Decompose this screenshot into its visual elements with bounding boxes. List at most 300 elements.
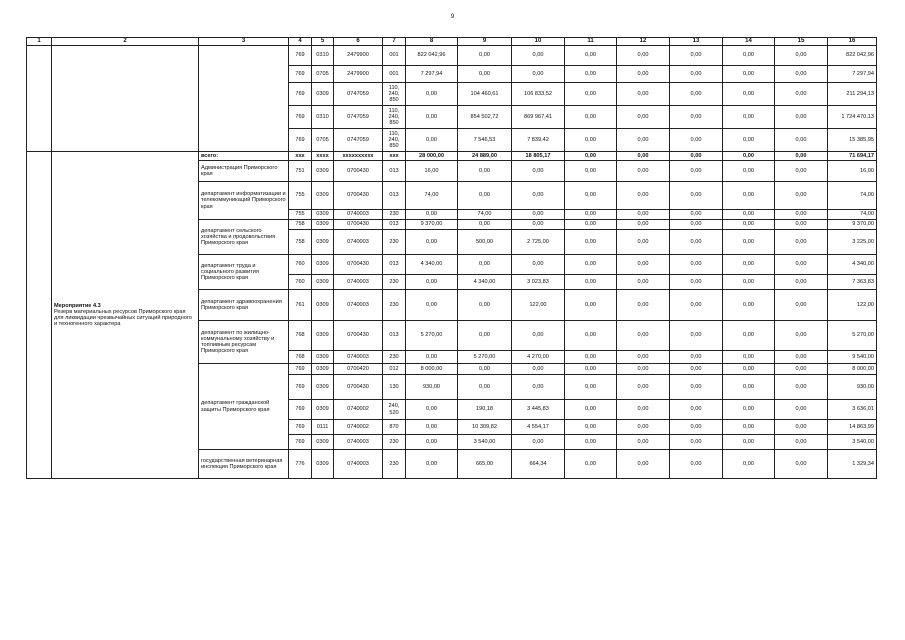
amount-cell: 0,00 [670, 182, 723, 210]
code-cell: 0700430 [334, 161, 383, 182]
amount-cell: 822 042,96 [406, 46, 458, 66]
amount-cell: 0,00 [670, 435, 723, 450]
amount-cell: 0,00 [775, 321, 828, 351]
amount-cell: 0,00 [723, 321, 775, 351]
amount-cell: 0,00 [617, 450, 670, 479]
amount-cell: 9 370,00 [406, 220, 458, 230]
amount-cell: 3 636,01 [828, 400, 877, 420]
amount-cell: 9 370,00 [828, 220, 877, 230]
column-header: 8 [406, 38, 458, 46]
amount-cell: 0,00 [723, 46, 775, 66]
amount-cell: 0,00 [512, 66, 565, 83]
code-cell: 0309 [312, 275, 334, 290]
amount-cell: 3 445,83 [512, 400, 565, 420]
agency-label: государственная ветеринарная инспекция Приморского края [199, 450, 289, 479]
code-cell: 769 [289, 106, 312, 129]
amount-cell: 7 363,83 [828, 275, 877, 290]
amount-cell: 28 000,00 [406, 152, 458, 161]
amount-cell: 16,00 [406, 161, 458, 182]
amount-cell: 122,00 [828, 290, 877, 321]
amount-cell: 0,00 [723, 435, 775, 450]
amount-cell: 0,00 [565, 66, 617, 83]
amount-cell: 211 294,13 [828, 83, 877, 106]
code-cell: 0705 [312, 66, 334, 83]
amount-cell: 0,00 [565, 129, 617, 152]
code-cell: 0747059 [334, 129, 383, 152]
amount-cell: 0,00 [670, 275, 723, 290]
code-cell: 0309 [312, 321, 334, 351]
amount-cell: 0,00 [723, 275, 775, 290]
amount-cell: 0,00 [775, 435, 828, 450]
code-cell: 0700430 [334, 375, 383, 400]
amount-cell: 0,00 [565, 182, 617, 210]
column-header: 7 [383, 38, 406, 46]
amount-cell: 0,00 [458, 182, 512, 210]
agency-label: департамент по жилищно-коммунальному хозяйству и топливным ресурсам Приморского края [199, 321, 289, 364]
amount-cell: 2 725,00 [512, 230, 565, 255]
amount-cell: 5 270,00 [828, 321, 877, 351]
code-cell: 776 [289, 450, 312, 479]
column-header: 6 [334, 38, 383, 46]
code-cell: 110, 240, 850 [383, 129, 406, 152]
code-cell: 0309 [312, 351, 334, 364]
amount-cell: 0,00 [670, 220, 723, 230]
amount-cell: 0,00 [775, 255, 828, 275]
code-cell: 0309 [312, 220, 334, 230]
amount-cell: 0,00 [565, 364, 617, 375]
amount-cell: 7 297,94 [828, 66, 877, 83]
amount-cell: 0,00 [775, 375, 828, 400]
code-cell: xxx [289, 152, 312, 161]
amount-cell: 0,00 [670, 420, 723, 435]
amount-cell: 0,00 [670, 450, 723, 479]
code-cell: 0309 [312, 364, 334, 375]
amount-cell: 0,00 [565, 321, 617, 351]
code-cell: 0309 [312, 83, 334, 106]
amount-cell: 0,00 [458, 321, 512, 351]
section-title-cell [52, 152, 199, 479]
code-cell: 110, 240, 850 [383, 83, 406, 106]
section-total-row [27, 152, 877, 161]
amount-cell: 0,00 [670, 83, 723, 106]
code-cell: 0700430 [334, 321, 383, 351]
amount-cell: 0,00 [775, 364, 828, 375]
code-cell: 755 [289, 182, 312, 210]
amount-cell: 0,00 [723, 152, 775, 161]
amount-cell: 0,00 [775, 210, 828, 220]
amount-cell: 0,00 [775, 450, 828, 479]
amount-cell: 664,34 [512, 450, 565, 479]
code-cell: 760 [289, 255, 312, 275]
code-cell: 0309 [312, 435, 334, 450]
amount-cell: 0,00 [565, 220, 617, 230]
code-cell: xxxx [312, 152, 334, 161]
amount-cell: 0,00 [565, 46, 617, 66]
section-title: Мероприятие 4.3 [54, 302, 101, 309]
amount-cell: 14 863,99 [828, 420, 877, 435]
amount-cell: 0,00 [565, 106, 617, 129]
code-cell: 0309 [312, 375, 334, 400]
amount-cell: 0,00 [458, 375, 512, 400]
amount-cell: 0,00 [617, 152, 670, 161]
amount-cell: 0,00 [723, 400, 775, 420]
amount-cell: 0,00 [565, 400, 617, 420]
code-cell: 0700420 [334, 364, 383, 375]
code-cell: 230 [383, 450, 406, 479]
agency-label: департамент гражданской защиты Приморского края [199, 364, 289, 450]
code-cell: 870 [383, 420, 406, 435]
amount-cell: 71 694,17 [828, 152, 877, 161]
amount-cell: 4 340,00 [406, 255, 458, 275]
amount-cell: 0,00 [565, 230, 617, 255]
amount-cell: 0,00 [512, 210, 565, 220]
amount-cell: 0,00 [617, 210, 670, 220]
amount-cell: 0,00 [565, 210, 617, 220]
amount-cell: 0,00 [617, 255, 670, 275]
section-description: Резерв материальных ресурсов Приморского края для ликвидации чрезвычайных ситуаций природного и техногенного характера [54, 308, 192, 328]
amount-cell: 0,00 [617, 182, 670, 210]
code-cell: 760 [289, 275, 312, 290]
code-cell: 751 [289, 161, 312, 182]
amount-cell: 122,00 [512, 290, 565, 321]
amount-cell: 0,00 [723, 230, 775, 255]
amount-cell: 0,00 [723, 161, 775, 182]
amount-cell: 0,00 [406, 351, 458, 364]
amount-cell: 0,00 [512, 46, 565, 66]
amount-cell: 7 839,42 [512, 129, 565, 152]
code-cell: 2479900 [334, 46, 383, 66]
code-cell: 0705 [312, 129, 334, 152]
amount-cell: 0,00 [565, 275, 617, 290]
amount-cell: 0,00 [512, 182, 565, 210]
amount-cell: 0,00 [406, 230, 458, 255]
section-title-cell [52, 46, 199, 152]
amount-cell: 0,00 [723, 66, 775, 83]
column-header: 12 [617, 38, 670, 46]
code-cell: 769 [289, 375, 312, 400]
amount-cell: 0,00 [723, 255, 775, 275]
code-cell: 001 [383, 46, 406, 66]
amount-cell: 4 554,17 [512, 420, 565, 435]
section-number [27, 152, 52, 479]
amount-cell: 0,00 [775, 420, 828, 435]
amount-cell: 0,00 [512, 435, 565, 450]
amount-cell: 0,00 [617, 129, 670, 152]
agency-label: департамент сельского хозяйства и продовольствия Приморского края [199, 220, 289, 255]
code-cell: 0740003 [334, 210, 383, 220]
amount-cell: 74,00 [828, 210, 877, 220]
amount-cell: 0,00 [775, 161, 828, 182]
code-cell: 0740003 [334, 230, 383, 255]
amount-cell: 500,00 [458, 230, 512, 255]
code-cell: 0700430 [334, 220, 383, 230]
amount-cell: 1 329,34 [828, 450, 877, 479]
code-cell: 013 [383, 255, 406, 275]
amount-cell: 15 385,95 [828, 129, 877, 152]
amount-cell: 0,00 [775, 46, 828, 66]
amount-cell: 10 309,82 [458, 420, 512, 435]
amount-cell: 0,00 [617, 230, 670, 255]
code-cell: 0310 [312, 106, 334, 129]
amount-cell: 0,00 [775, 83, 828, 106]
code-cell: 0700430 [334, 182, 383, 210]
code-cell: 0740003 [334, 351, 383, 364]
amount-cell: 0,00 [458, 220, 512, 230]
amount-cell: 0,00 [670, 230, 723, 255]
amount-cell: 0,00 [617, 400, 670, 420]
amount-cell: 0,00 [406, 129, 458, 152]
amount-cell: 0,00 [775, 106, 828, 129]
code-cell: 0310 [312, 46, 334, 66]
code-cell: 0700430 [334, 255, 383, 275]
amount-cell: 854 502,72 [458, 106, 512, 129]
amount-cell: 0,00 [617, 351, 670, 364]
code-cell: 0309 [312, 210, 334, 220]
code-cell: 0309 [312, 230, 334, 255]
amount-cell: 74,00 [406, 182, 458, 210]
amount-cell: 0,00 [565, 375, 617, 400]
amount-cell: 0,00 [565, 255, 617, 275]
amount-cell: 3 540,00 [458, 435, 512, 450]
code-cell: 110, 240, 850 [383, 106, 406, 129]
amount-cell: 24 889,00 [458, 152, 512, 161]
amount-cell: 0,00 [670, 351, 723, 364]
code-cell: 758 [289, 220, 312, 230]
amount-cell: 0,00 [723, 106, 775, 129]
amount-cell: 106 833,52 [512, 83, 565, 106]
amount-cell: 0,00 [670, 66, 723, 83]
amount-cell: 0,00 [723, 83, 775, 106]
column-header: 13 [670, 38, 723, 46]
amount-cell: 74,00 [458, 210, 512, 220]
code-cell: 240, 520 [383, 400, 406, 420]
code-cell: 768 [289, 351, 312, 364]
code-cell: 230 [383, 210, 406, 220]
amount-cell: 0,00 [670, 210, 723, 220]
code-cell: 230 [383, 435, 406, 450]
amount-cell: 0,00 [565, 152, 617, 161]
amount-cell: 0,00 [670, 290, 723, 321]
amount-cell: 0,00 [670, 321, 723, 351]
column-header: 5 [312, 38, 334, 46]
amount-cell: 0,00 [617, 106, 670, 129]
code-cell: 769 [289, 83, 312, 106]
amount-cell: 0,00 [406, 83, 458, 106]
amount-cell: 0,00 [406, 275, 458, 290]
amount-cell: 0,00 [775, 275, 828, 290]
amount-cell: 4 340,00 [828, 255, 877, 275]
code-cell: 0309 [312, 182, 334, 210]
code-cell: 769 [289, 435, 312, 450]
code-cell: 768 [289, 321, 312, 351]
amount-cell: 930,00 [406, 375, 458, 400]
amount-cell: 0,00 [617, 435, 670, 450]
amount-cell: 0,00 [565, 420, 617, 435]
budget-table [26, 37, 877, 479]
code-cell: 0747059 [334, 83, 383, 106]
code-cell: 769 [289, 364, 312, 375]
amount-cell: 0,00 [458, 66, 512, 83]
amount-cell: 0,00 [458, 161, 512, 182]
code-cell: 230 [383, 351, 406, 364]
amount-cell: 16,00 [828, 161, 877, 182]
amount-cell: 930,00 [828, 375, 877, 400]
amount-cell: 0,00 [617, 275, 670, 290]
amount-cell: 0,00 [458, 290, 512, 321]
amount-cell: 822 042,96 [828, 46, 877, 66]
amount-cell: 0,00 [775, 66, 828, 83]
amount-cell: 0,00 [617, 420, 670, 435]
amount-cell: 0,00 [406, 420, 458, 435]
amount-cell: 0,00 [670, 152, 723, 161]
amount-cell: 0,00 [617, 83, 670, 106]
amount-cell: 0,00 [723, 375, 775, 400]
amount-cell: 0,00 [670, 375, 723, 400]
amount-cell: 0,00 [617, 220, 670, 230]
amount-cell: 0,00 [617, 375, 670, 400]
amount-cell: 0,00 [723, 420, 775, 435]
code-cell: 0740003 [334, 435, 383, 450]
total-label: всего: [199, 152, 289, 161]
amount-cell: 8 000,00 [406, 364, 458, 375]
amount-cell: 8 000,00 [828, 364, 877, 375]
amount-cell: 0,00 [670, 161, 723, 182]
amount-cell: 0,00 [775, 400, 828, 420]
column-header: 10 [512, 38, 565, 46]
code-cell: xxxxxxxxxx [334, 152, 383, 161]
code-cell: 0309 [312, 400, 334, 420]
amount-cell: 1 724 470,13 [828, 106, 877, 129]
code-cell: 230 [383, 275, 406, 290]
agency-label: департамент информатизации и телекоммуникаций Приморского края [199, 182, 289, 220]
amount-cell: 3 023,83 [512, 275, 565, 290]
amount-cell: 0,00 [617, 290, 670, 321]
page-number: 9 [450, 14, 455, 20]
amount-cell: 0,00 [670, 106, 723, 129]
amount-cell: 104 460,61 [458, 83, 512, 106]
amount-cell: 0,00 [565, 290, 617, 321]
code-cell: 012 [383, 364, 406, 375]
code-cell: 0309 [312, 450, 334, 479]
code-cell: 0309 [312, 161, 334, 182]
code-cell: 0740003 [334, 275, 383, 290]
amount-cell: 0,00 [723, 364, 775, 375]
amount-cell: 0,00 [775, 129, 828, 152]
column-header: 11 [565, 38, 617, 46]
amount-cell: 869 967,41 [512, 106, 565, 129]
code-cell: 013 [383, 321, 406, 351]
section-number-cell [27, 46, 52, 152]
amount-cell: 0,00 [670, 255, 723, 275]
amount-cell: 0,00 [775, 220, 828, 230]
amount-cell: 0,00 [565, 351, 617, 364]
code-cell: 0747059 [334, 106, 383, 129]
code-cell: 769 [289, 66, 312, 83]
amount-cell: 0,00 [723, 450, 775, 479]
amount-cell: 0,00 [406, 290, 458, 321]
amount-cell: 9 540,00 [828, 351, 877, 364]
code-cell: 769 [289, 46, 312, 66]
code-cell: 230 [383, 230, 406, 255]
amount-cell: 0,00 [723, 351, 775, 364]
code-cell: 761 [289, 290, 312, 321]
agency-label: департамент труда и социального развития Приморского края [199, 255, 289, 290]
amount-cell: 0,00 [775, 182, 828, 210]
amount-cell: 7 297,94 [406, 66, 458, 83]
agency-label: Администрация Приморского края [199, 161, 289, 182]
amount-cell: 0,00 [565, 83, 617, 106]
column-header: 2 [52, 38, 199, 46]
code-cell: 0111 [312, 420, 334, 435]
column-header: 4 [289, 38, 312, 46]
amount-cell: 0,00 [512, 364, 565, 375]
code-cell: 013 [383, 161, 406, 182]
amount-cell: 0,00 [617, 364, 670, 375]
amount-cell: 0,00 [775, 230, 828, 255]
amount-cell: 0,00 [670, 364, 723, 375]
code-cell: 755 [289, 210, 312, 220]
amount-cell: 0,00 [565, 435, 617, 450]
amount-cell: 0,00 [565, 161, 617, 182]
amount-cell: 0,00 [617, 321, 670, 351]
code-cell: 001 [383, 66, 406, 83]
code-cell: 0740002 [334, 420, 383, 435]
code-cell: xxx [383, 152, 406, 161]
amount-cell: 4 270,00 [512, 351, 565, 364]
amount-cell: 190,18 [458, 400, 512, 420]
amount-cell: 0,00 [617, 161, 670, 182]
code-cell: 758 [289, 230, 312, 255]
code-cell: 769 [289, 129, 312, 152]
column-header: 15 [775, 38, 828, 46]
amount-cell: 0,00 [775, 351, 828, 364]
amount-cell: 0,00 [458, 364, 512, 375]
executor-cell [199, 46, 289, 152]
amount-cell: 5 270,00 [458, 351, 512, 364]
amount-cell: 0,00 [512, 321, 565, 351]
amount-cell: 0,00 [723, 182, 775, 210]
code-cell: 769 [289, 420, 312, 435]
amount-cell: 0,00 [670, 129, 723, 152]
amount-cell: 0,00 [670, 46, 723, 66]
amount-cell: 18 805,17 [512, 152, 565, 161]
header-row [27, 38, 877, 46]
amount-cell: 0,00 [406, 400, 458, 420]
column-header: 9 [458, 38, 512, 46]
code-cell: 230 [383, 290, 406, 321]
amount-cell: 0,00 [723, 210, 775, 220]
amount-cell: 0,00 [617, 66, 670, 83]
code-cell: 013 [383, 182, 406, 210]
code-cell: 013 [383, 220, 406, 230]
column-header: 14 [723, 38, 775, 46]
amount-cell: 3 225,00 [828, 230, 877, 255]
code-cell: 0740002 [334, 400, 383, 420]
code-cell: 0740003 [334, 290, 383, 321]
amount-cell: 0,00 [565, 450, 617, 479]
amount-cell: 0,00 [512, 161, 565, 182]
code-cell: 0309 [312, 290, 334, 321]
table-row [27, 46, 877, 66]
column-header: 16 [828, 38, 877, 46]
code-cell: 2479900 [334, 66, 383, 83]
amount-cell: 0,00 [617, 46, 670, 66]
amount-cell: 0,00 [406, 450, 458, 479]
code-cell: 0740003 [334, 450, 383, 479]
amount-cell: 0,00 [512, 375, 565, 400]
code-cell: 0309 [312, 255, 334, 275]
column-header: 1 [27, 38, 52, 46]
